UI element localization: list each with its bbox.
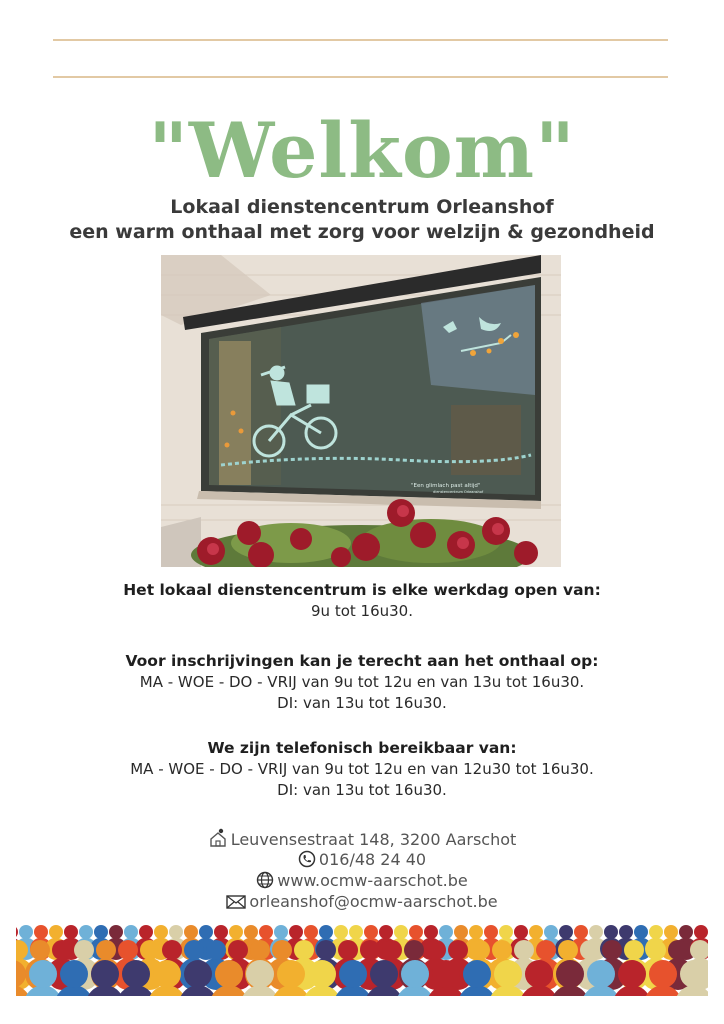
page-title: "Welkom" [148,106,576,195]
phone-hours-block [0,738,724,801]
email-link[interactable]: orleanshof@ocmw-aarschot.be [249,892,498,911]
registration-block [0,651,724,714]
phone-hours-line-1: MA - WOE - DO - VRIJ van 9u tot 12u en van 12u30 tot 16u30. [130,760,594,778]
opening-heading: Het lokaal dienstencentrum is elke werkdag open van: [123,581,601,599]
contact-email [0,891,724,915]
window-slogan: "Een glimlach past altijd" [411,483,481,489]
phone-hours-heading: We zijn telefonisch bereikbaar van: [207,739,517,757]
phone-link[interactable]: 016/48 24 40 [318,850,427,869]
opening-hours-block [0,580,724,622]
envelope-icon [226,894,246,915]
registration-heading: Voor inschrijvingen kan je terecht aan het onthaal op: [125,652,599,670]
storefront-photo [161,255,561,567]
subtitle-line-2: een warm onthaal met zorg voor welzijn & gezondheid [69,221,655,243]
crowd-illustration [16,918,708,996]
website-link[interactable]: www.ocmw-aarschot.be [277,871,468,890]
subtitle-line-1: Lokaal dienstencentrum Orleanshof [170,196,554,218]
window-slogan-sub: dienstencentrum Orleanshof [433,490,484,494]
top-rule-2 [53,76,668,78]
address-text: Leuvensestraat 148, 3200 Aarschot [230,830,517,849]
opening-hours: 9u tot 16u30. [311,602,413,620]
registration-line-2: DI: van 13u tot 16u30. [277,694,447,712]
phone-hours-line-2: DI: van 13u tot 16u30. [277,781,447,799]
top-rule-1 [53,39,668,41]
registration-line-1: MA - WOE - DO - VRIJ van 9u tot 12u en van 13u tot 16u30. [139,673,585,691]
